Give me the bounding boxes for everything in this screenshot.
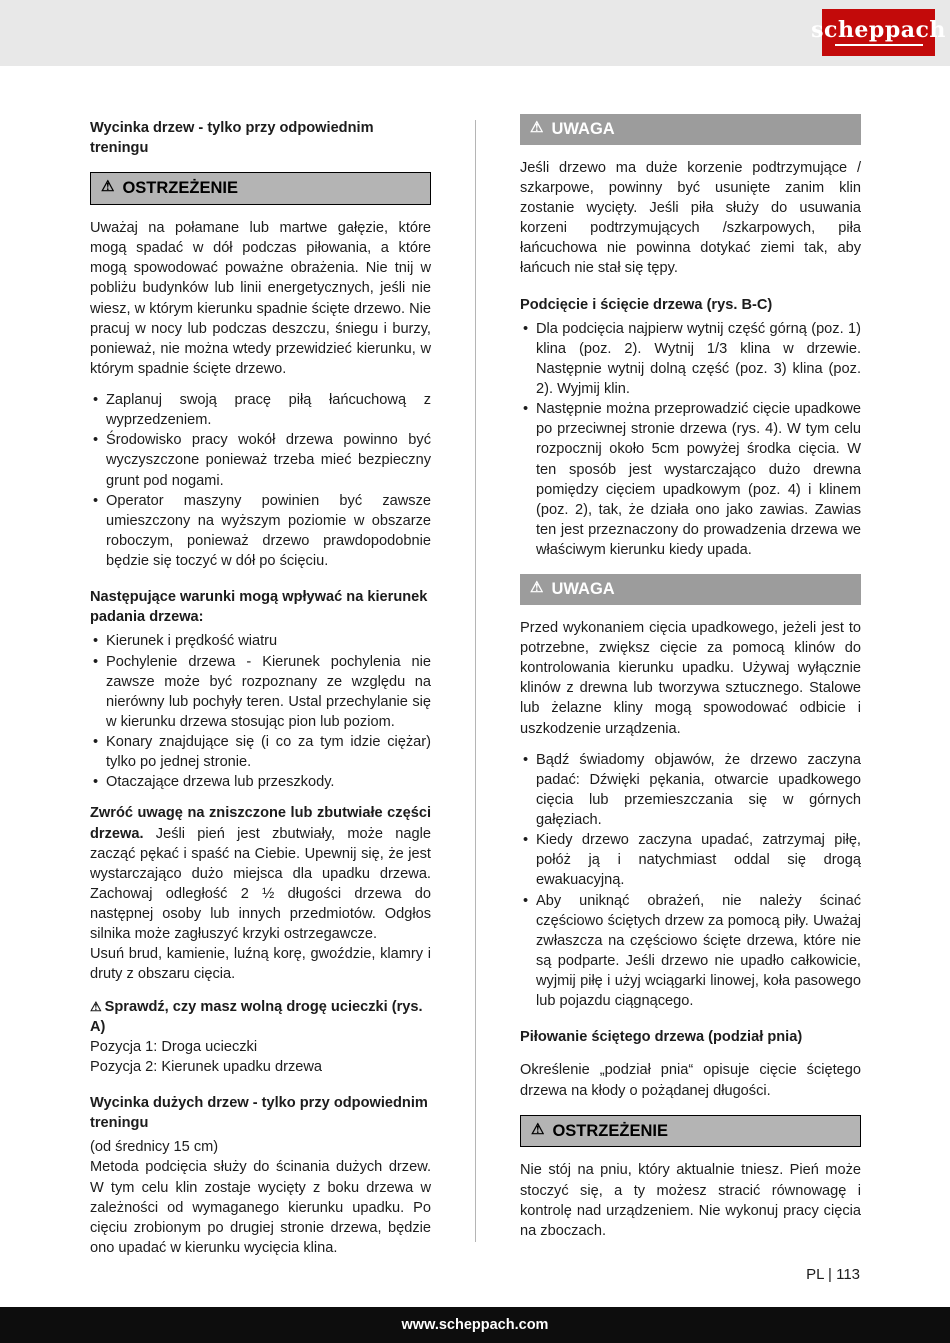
- warning-box-label: UWAGA: [551, 120, 615, 138]
- top-bar: [0, 0, 950, 66]
- column-divider: [475, 120, 476, 1242]
- paragraph: Zwróć uwagę na zniszczone lub zbutwiałe części drzewa. Jeśli pień jest zbutwiały, może nagle zacząć pękać i spaść na Ciebie. Upewnij się, że jest wystarczająco dużo miejsca dla upadku drzewa. Zachowaj odległość 2 ½ długości drzewa do następnej osoby lub innych przedmiotów. Odgłos silnika może zagłuszyć krzyki ostrzegawcze.: [90, 805, 431, 943]
- paragraph: Nie stój na pniu, który aktualnie tniesz. Pień może stoczyć się, a ty możesz stracić równowagę i kontrolę nad urządzeniem. Nie wykonuj pracy cięcia na zboczach.: [520, 1162, 861, 1239]
- note-line: ⚠ Sprawdź, czy masz wolną drogę ucieczki (rys. A): [90, 998, 423, 1035]
- bullet-item: • Środowisko pracy wokół drzewa powinno być wyczyszczone ponieważ trzeba mieć bezpieczny grunt pod nogami.: [90, 430, 431, 490]
- right-column: [520, 114, 861, 1252]
- paragraph: Jeśli drzewo ma duże korzenie podtrzymujące / szkarpowe, powinny być usunięte zanim klin zostanie wycięty. Jeśli piła służy do usuwania korzeni podtrzymujących /szkarpowych, piła łańcuchowa nie powinna dotykać ziemi tak, aby łańcuch nie stał się tępy.: [520, 159, 861, 277]
- bullet-list: [90, 631, 431, 792]
- bullet-item: • Operator maszyny powinien być zawsze umieszczony na wyższym poziomie w obszarze roboczym, ponieważ drzewo prawdopodobnie będzie się toczyć w dół po ścięciu.: [90, 491, 431, 572]
- bullet-list: [520, 319, 861, 561]
- bullet-item: • Otaczające drzewa lub przeszkody.: [90, 772, 431, 792]
- brand-logo-text: scheppach: [811, 17, 946, 43]
- brand-logo-underline: [835, 44, 923, 46]
- bullet-item: • Aby uniknąć obrażeń, nie należy ścinać częściowo ściętych drzew za pomocą piły. Uważaj zwłaszcza na częściowo ścięte drzewa, które nie są podparte. Jeśli drzewo nie upadło całkowicie, wyjmij piłę i użyj wciągarki linowej, koła pasowego lub pojazdu ciągnącego.: [520, 891, 861, 1012]
- paragraph: Metoda podcięcia służy do ścinania dużych drzew. W tym celu klin zostaje wycięty z boku drzewa w zależności od wymaganego kierunku upadku. Po cięciu zrobionym po drugiej stronie drzewa, będzie ono upadać w kierunku wycięcia klina.: [90, 1159, 431, 1256]
- section-heading: Następujące warunki mogą wpływać na kierunek padania drzewa:: [90, 589, 428, 626]
- warning-box: [520, 1115, 861, 1148]
- section-heading: Podcięcie i ścięcie drzewa (rys. B-C): [520, 296, 773, 313]
- paragraph: Uważaj na połamane lub martwe gałęzie, które mogą spadać w dół podczas piłowania, a które mogą spowodować poważne obrażenia. Nie tnij w pobliżu budynków lub linii energetycznych, jeśli nie wiesz, w którym kierunku spadnie ścięte drzewo. Nie pracuj w nocy lub podczas deszczu, śniegu i burzy, ponieważ, nie można wtedy przewidzieć kierunku, w którym spadnie ścięte drzewo.: [90, 220, 431, 377]
- bullet-item: • Zaplanuj swoją pracę piłą łańcuchową z wyprzedzeniem.: [90, 390, 431, 430]
- warning-triangle-icon: ⚠: [531, 1120, 545, 1138]
- warning-triangle-icon: ⚠: [530, 119, 544, 137]
- section-heading: Wycinka drzew - tylko przy odpowiednim treningu: [90, 120, 374, 157]
- bullet-item: • Następnie można przeprowadzić cięcie upadkowe po przeciwnej stronie drzewa (rys. 4). W tym celu rozpocznij około 5cm powyżej środka cięcia. W ten sposób jest wystarczająco dużo drewna pomiędzy cięciem upadkowym (poz. 4) i klinem (poz. 2), tak, że działa ono jako zawias. Zawias ten jest przeznaczony do prowadzenia drzewa we właściwym kierunku kiedy upada.: [520, 399, 861, 560]
- bullet-item: • Kierunek i prędkość wiatru: [90, 631, 431, 651]
- warning-triangle-icon: ⚠: [530, 579, 544, 597]
- bullet-item: • Kiedy drzewo zaczyna upadać, zatrzymaj piłę, połóż ją i natychmiast oddal się drogą ewakuacyjną.: [520, 830, 861, 890]
- warning-box: [90, 172, 431, 205]
- section-heading: Wycinka dużych drzew - tylko przy odpowiednim treningu: [90, 1095, 428, 1132]
- bullet-list: [90, 390, 431, 571]
- paragraph: Pozycja 2: Kierunek upadku drzewa: [90, 1058, 323, 1075]
- page-number: PL | 113: [806, 1266, 860, 1283]
- warning-triangle-icon: ⚠: [90, 998, 102, 1014]
- bullet-item: • Bądź świadomy objawów, że drzewo zaczyna padać: Dźwięki pękania, otwarcie upadkowego cięcia lub przemieszczania się w górnych gałęziach.: [520, 750, 861, 831]
- warning-triangle-icon: ⚠: [101, 178, 115, 196]
- paragraph: Pozycja 1: Droga ucieczki: [90, 1038, 258, 1055]
- warning-box: [520, 114, 861, 145]
- paragraph: Usuń brud, kamienie, luźną korę, gwoździe, klamry i druty z obszaru cięcia.: [90, 946, 431, 983]
- warning-box-label: UWAGA: [551, 580, 615, 599]
- website-text: www.scheppach.com: [401, 1317, 549, 1333]
- warning-box-label: OSTRZEŻENIE: [122, 179, 238, 198]
- bullet-item: • Dla podcięcia najpierw wytnij część górną (poz. 1) klina (poz. 2). Wytnij 1/3 klina w drzewie. Następnie wytnij dolną część (poz. 3) klina (poz. 2). Wyjmij klin.: [520, 319, 861, 400]
- left-column: [90, 118, 431, 1258]
- brand-logo: [811, 9, 946, 56]
- paragraph: (od średnicy 15 cm): [90, 1139, 219, 1156]
- warning-box: [520, 574, 861, 605]
- section-heading: Piłowanie ściętego drzewa (podział pnia): [520, 1029, 803, 1046]
- bottom-bar: [0, 1307, 950, 1343]
- bullet-list: [520, 750, 861, 1012]
- paragraph-bold-lead: Zwróć uwagę na zniszczone lub zbutwiałe części drzewa.: [90, 805, 431, 842]
- bullet-item: • Konary znajdujące się (i co za tym idzie ciężar) tylko po jednej stronie.: [90, 732, 431, 772]
- paragraph: Określenie „podział pnia“ opisuje cięcie ściętego drzewa na kłody o pożądanej długości.: [520, 1062, 861, 1099]
- paragraph: Przed wykonaniem cięcia upadkowego, jeżeli jest to potrzebne, zwiększ cięcie za pomocą klinów do kontrolowania kierunku upadku. Używaj wyłącznie klinów z drewna lub tworzywa sztucznego. Stalowe lub żelazne kliny mogą spowodować odbicie i uszkodzenie urządzenia.: [520, 619, 861, 737]
- bullet-item: • Pochylenie drzewa - Kierunek pochylenia nie zawsze może być rozpoznany ze względu na nierówny lub pochyły teren. Ustal przechylanie się w kierunku drzewa stosując pion lub poziom.: [90, 652, 431, 733]
- warning-box-label: OSTRZEŻENIE: [552, 1121, 668, 1140]
